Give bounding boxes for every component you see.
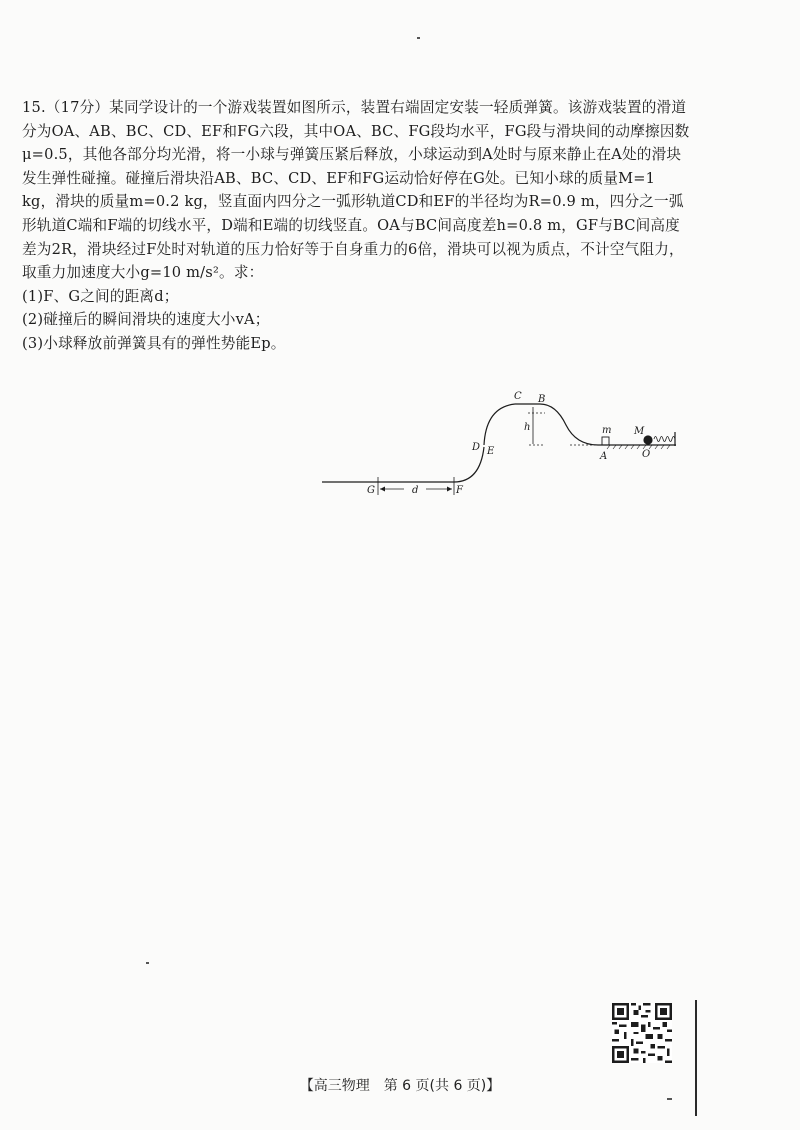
label-h: h [524,422,531,433]
label-b: B [538,394,546,405]
problem-text: 某同学设计的一个游戏装置如图所示，装置右端固定安装一轻质弹簧。该游戏装置的滑道分为OA、AB、BC、CD、EF和FG六段，其中OA、BC、FG段均水平，FG段与滑块间的动摩擦因数μ=0.5，其他各部分均光滑，将一小球与弹簧压紧后释放，小球运动到A处时与原来静止在A处的滑块发生弹性碰撞。碰撞后滑块沿AB、BC、CD、EF和FG运动恰好停在G处。已知小球的质量M=1 kg，滑块的质量m=0.2 kg，竖直面内四分之一弧形轨道CD和EF的半径均为R=0.9 m，四分之一弧形轨道C端和F端的切线水平，D端和E端的切线竖直。OA与BC间高度差h=0.8 m，GF与BC间高度差为2R，滑块经过F处时对轨道的压力恰好等于自身重力的6倍，滑块可以视为质点，不计空气阻力，取重力加速度大小g=10 m/s²。求： [22,99,690,282]
label-d-point: D [472,442,481,453]
label-e: E [487,446,495,457]
label-f: F [456,485,463,496]
question-2: (2)碰撞后的瞬间滑块的速度大小vA； [22,311,270,329]
label-m-small: m [602,425,612,436]
label-g: G [367,485,375,496]
ground-hatch [607,445,670,449]
qr-code-svg [612,1003,672,1063]
problem-stem [22,96,690,285]
track-diagram [320,385,690,515]
question-1: (1)F、G之间的距离d； [22,287,179,305]
problem-15 [22,96,690,356]
track-diagram-svg [320,385,690,515]
d-arrowhead-left [380,487,385,492]
label-d-dist: d [412,485,419,496]
scan-speck [146,962,149,964]
track-dc [484,404,515,445]
label-m-big: M [634,426,645,437]
d-arrowhead-right [447,487,452,492]
page-footer: 【高三物理 第 6 页(共 6 页)】 [299,1078,501,1094]
track-ab [540,404,598,445]
ball-m [643,435,652,444]
label-a: A [600,451,608,462]
qr-code [612,1003,672,1063]
scan-speck [417,37,420,39]
margin-line [695,1000,697,1116]
scan-speck [667,1098,672,1100]
question-3: (3)小球释放前弹簧具有的弹性势能Ep。 [22,334,286,352]
label-c: C [514,391,522,402]
problem-number: 15.（17分） [22,99,110,116]
spring [654,437,675,442]
label-o: O [642,449,651,460]
slider-block [602,437,609,445]
